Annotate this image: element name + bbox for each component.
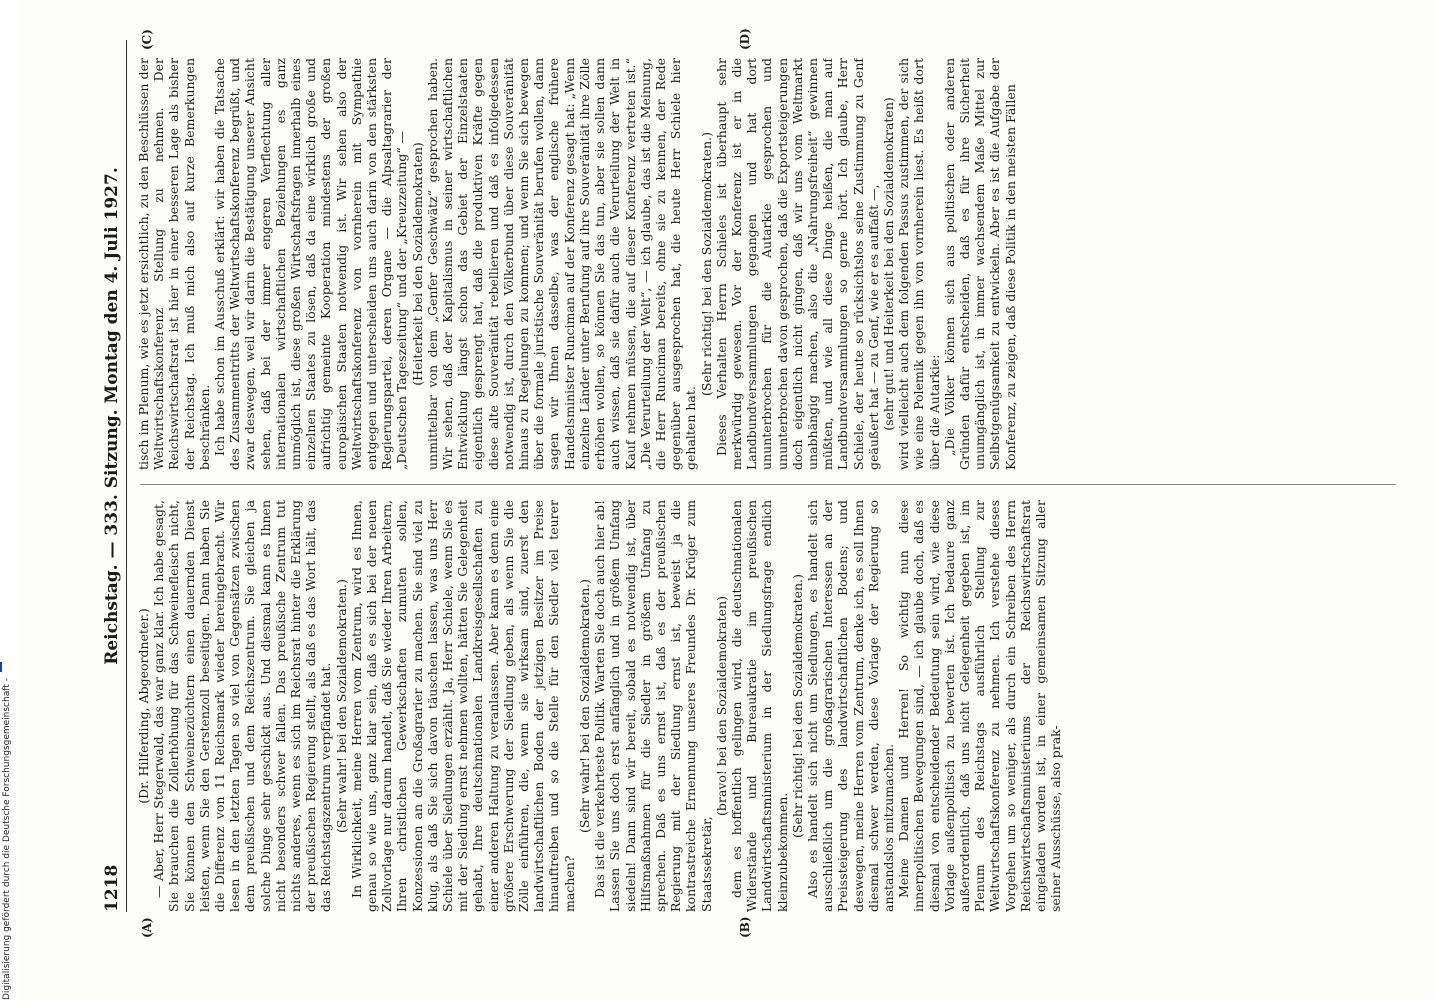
page-number: 1218 — [102, 864, 122, 912]
interjection: (Sehr wahr! bei den Sozialdemokraten.) — [333, 578, 349, 834]
margin-letter-c: (C) — [140, 29, 154, 50]
paragraph: „Die Völker können sich aus politischen oder anderen Gründen dafür entscheiden, daß es für ihre Sicherheit unumgänglich ist, in immer wachsendem Maße Mittel zur Selbstgenügsamkeit zu entwickeln. Aber es ist die Aufgabe der Konferenz, zu zeigen, daß diese Politik in den meisten Fällen — [941, 58, 1018, 470]
left-column — [136, 500, 1400, 912]
paragraph: — Aber, Herr Stegerwald, das war ganz klar. Ich habe gesagt, Sie brauchen die Zollerhöhung für das Schweinefleisch nicht, Sie können den Schweinezüchtern einen dauernden Dienst leisten, wenn Sie den Gerstenzoll beseitigen. Dann haben Sie die Differenz von 11 Reichsmark wieder hereingebracht. Wir lesen in den letzten Tagen so viel von Gegensätzen zwischen dem preußischen und dem Reichszentrum. Sie gleichen ja solche Dinge sehr geschickt aus. Und diesmal kann es Ihnen nicht besonders schwer fallen. Das preußische Zentrum tut nichts anderes, wenn es sich im Reichsrat hinter die Erklärung der preußischen Regierung stellt, als daß es das Wort hält, das das Reichstagszentrum verpfändet hat. — [151, 500, 334, 912]
paragraph: Meine Damen und Herren! So wichtig nun diese innerpolitischen Bewegungen sind, — ich glaube doch, daß es diesmal von entscheidender Bedeutung sein wird, wie diese Vorlage außenpolitisch zu bewerten ist. Ich bedaure ganz außerordentlich, daß uns nicht Gelegenheit gegeben ist, im Plenum des Reichstags ausführlich Stellung zur Weltwirtschaftskonferenz zu nehmen. Ich verstehe dieses Vorgehen um so weniger, als durch ein Schreiben des Herrn Reichswirtschaftsministeriums der Reichswirtschaftsrat eingeladen worden ist, in einer gemeinsamen Sitzung aller seiner Ausschüsse, also prak- — [896, 500, 1064, 912]
interjection: (Sehr wahr! bei den Sozialdemokraten.) — [576, 578, 592, 834]
dfg-logo — [0, 662, 2, 672]
column-divider — [140, 484, 1396, 485]
right-column — [136, 58, 1400, 470]
paragraph: Das ist die verkehrteste Politik. Warten Sie doch auch hier ab! Lassen Sie uns doch erst anfänglich und in größem Umfang siedeln! Dann sind wir bereit, sobald es notwendig ist, über Hilfsmaßnahmen für die Siedler in größem Umfang zu sprechen. Daß es uns ernst ist, daß es der preußischen Regierung mit der Siedlung ernst ist, beweist ja die kontrastreiche Ernennung unseres Freundes Dr. Krüger zum Staatssekretär, — [592, 500, 714, 912]
paragraph: Ich habe schon im Ausschuß erklärt: wir haben die Tatsache des Zusammentritts der Weltwirtschaftskonferenz begrüßt, und zwar deswegen, weil wir darin die Bestätigung unserer Ansicht sehen, daß bei der immer engeren Verflechtung aller internationalen wirtschaftlichen Beziehungen es ganz unmöglich ist, diese großen Wirtschaftsfragen innerhalb eines einzelnen Staates zu lösen, daß da eine wirklich große und aufrichtig gemeinte Kooperation mindestens der großen europäischen Staaten notwendig ist. Wir sehen also der Weltwirtschaftskonferenz von vornherein mit Sympathie entgegen und unterscheiden uns auch darin von den stärksten Regierungspartei, deren Organe — die Alpsaltagrarier der „Deutschen Tageszeitung“ und der „Kreuzzeitung“ — — [212, 58, 410, 470]
paragraph: wird vielleicht auch dem folgenden Passus zustimmen, der sich wie eine Polemik gegen ihn von vornherein liest. Es heißt dort über die Autarkie: — [896, 58, 942, 470]
paragraph: dem es hoffentlich gelingen wird, die deutschnationalen Widerstände und Bureaukratie im preußischen Landwirtschaftsministerium in der Siedlungsfrage endlich kleinzubekommen. — [728, 500, 790, 912]
paragraph: tisch im Plenum, wie es jetzt ersichtlich, zu den Beschlüssen der Weltwirtschaftskonferenz Stellung zu nehmen. Der Reichswirtschaftsrat ist hier in einer besseren Lage als bisher der Reichstag. Ich muß mich also auf kurze Bemerkungen beschränken. — [136, 58, 212, 470]
paragraph: In Wirklichkeit, meine Herren vom Zentrum, wird es Ihnen, genau so wie uns, ganz klar sein, daß es sich bei der neuen Zollvorlage nur darum handelt, daß Sie wieder Ihren Arbeitern, Ihren christlichen Gewerkschaften zumuten sollen, Konzessionen an die Großagrarier zu machen. Sie sind viel zu klug, als daß Sie sich davon täuschen lassen, was uns Herr Schiele über Siedlungen erzählt. Ja, Herr Schiele, wenn Sie es mit der Siedlung ernst nehmen wollten, hätten Sie Gelegenheit gehabt, Ihre deutschnationalen Landkreisgesellschaften zu einer anderen Haltung zu veranlassen. Aber kann es denn eine größere Erschwerung der Siedlung geben, als wenn Sie die Zölle einführen, die, wenn sie wirksam sind, zuerst den landwirtschaftlichen Boden der jetzigen Besitzer im Preise hinauftreiben und so die Stelle für den Siedler viel teurer machen? — [348, 500, 577, 912]
header-rule — [126, 40, 127, 912]
rotated-page-wrapper — [20, 0, 1434, 1000]
credit-text: Digitalisierung gefördert durch die Deutsche Forschungsgemeinschaft - — [2, 678, 12, 1000]
paragraph: unmittelbar von dem „Genfer Geschwätz“ gesprochen haben. Wir sehen, daß der Kapitalismus in seiner wirtschaftlichen Entwicklung längst schon das Gebiet der Einzelstaaten eigentlich gesprengt hat, daß die produktiven Kräfte gegen diese alte Souveränität rebellieren und daß es infolgedessen notwendig ist, durch den Völkerbund über diese Souveränität hinaus zu Regelungen zu kommen; und wenn Sie sich bewegen über die formale juristische Souveränität berufen wollen, dann sagen wir Ihnen dasselbe, was der englische frühere Handelsminister Runciman auf der Konferenz gesagt hat: „Wenn einzelne Länder unter Berufung auf ihre Souveränität ihre Zölle erhöhen wollen, so können Sie das tun, aber sie sollen dann auch wissen, daß sie dafür auch die Verurteilung der Welt in Kauf nehmen müssen, die auf dieser Konferenz vertreten ist.“ „Die Verurteilung der Welt“, — ich glaube, das ist die Meinung, die Herr Runciman bereits, ohne sie zu kennen, der Rede gegenüber ausgesprochen hat, die heute Herr Schiele hier gehalten hat. — [424, 58, 699, 470]
margin-letter-b: (B) — [738, 916, 752, 938]
margin-letter-d: (D) — [738, 28, 752, 50]
interjection: (sehr gut! und Heiterkeit bei den Sozialdemokraten) — [880, 97, 896, 431]
interjection: (Heiterkeit bei den Sozialdemokraten) — [409, 142, 425, 386]
paragraph: Dieses Verhalten Herrn Schieles ist überhaupt sehr merkwürdig gewesen. Vor der Konferenz ist er in die Landbundversammlungen gegangen und hat dort ununterbrochen für die Autarkie gesprochen und ununterbrochen davon gesprochen, daß die Exportsteigerungen doch eigentlich nicht gingen, daß wir uns vom Weltmarkt unabhängig machen, also die „Nahrungsfreiheit“ gewinnen müßten, und wie all diese Dinge heißen, die man auf Landbundversammlungen so gerne hört. Ich glaube, Herr Schiele, der heute so rücksichtslos seine Zustimmung zu Genf geäußert hat — zu Genf, wie er es auffaßt —, — [713, 58, 881, 470]
paragraph: Also es handelt sich nicht um Siedlungen, es handelt sich ausschließlich um die großagrarischen Interessen an der Preissteigerung des landwirtschaftlichen Bodens; und deswegen, meine Herren vom Zentrum, denke ich, es soll Ihnen diesmal schwer werden, diese Vorlage der Regierung so anstandslos mitzumachen. — [804, 500, 896, 912]
interjection: (bravo! bei den Sozialdemokraten) — [713, 596, 729, 816]
speaker-line: (Dr. Hilferding, Abgeordneter.) — [136, 608, 151, 804]
page-header — [98, 40, 128, 912]
interjection: (Sehr richtig! bei den Sozialdemokraten.) — [789, 574, 805, 838]
digitization-credit — [2, 0, 16, 1000]
interjection: (Sehr richtig! bei den Sozialdemokraten.) — [698, 132, 714, 396]
page-title: Reichstag. — 333. Sitzung. Montag den 4. Juli 1927. — [102, 167, 122, 665]
margin-letter-a: (A) — [140, 917, 154, 938]
newspaper-page — [20, 0, 1434, 1000]
